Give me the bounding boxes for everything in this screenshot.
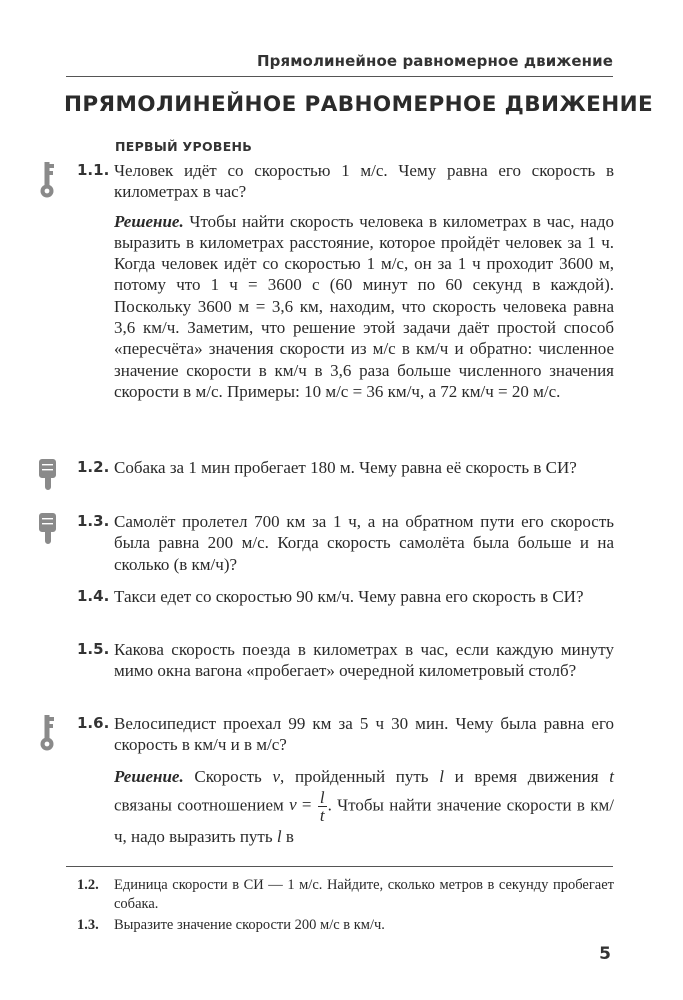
- page-number: 5: [599, 944, 611, 964]
- pointing-hand-icon: [38, 511, 58, 545]
- footnote-text: Выразите значение скорости 200 м/с в км/ч.: [114, 917, 385, 933]
- velocity-symbol: v: [272, 766, 281, 786]
- problem-number: 1.3.: [77, 512, 110, 530]
- velocity-symbol: v: [289, 795, 297, 814]
- problem-1-5: [77, 639, 614, 682]
- footnote-text: Единица скорости в СИ — 1 м/с. Найдите, сколько метров в секунду пробегает собака.: [114, 877, 614, 912]
- fraction-denominator: t: [319, 805, 325, 825]
- footnote: [77, 916, 614, 935]
- solution: [114, 764, 614, 849]
- running-title: Прямолинейное равномерное движение: [256, 52, 613, 70]
- footnote: [77, 876, 614, 914]
- problem-1-1: [77, 160, 614, 402]
- problem-text: Человек идёт со скоростью 1 м/с. Чему равна его скорость в километрах в час?: [114, 161, 614, 202]
- key-icon: [38, 160, 56, 200]
- solution-label: Решение.: [114, 766, 184, 786]
- formula: [289, 787, 328, 825]
- problem-text: Такси едет со скоростью 90 км/ч. Чему равна его скорость в СИ?: [114, 587, 584, 606]
- path-symbol: l: [439, 766, 444, 786]
- problem-number: 1.5.: [77, 640, 110, 658]
- problem-number: 1.6.: [77, 714, 110, 732]
- solution-text: в: [285, 826, 294, 846]
- problem-text: Собака за 1 мин пробегает 180 м. Чему равна её скорость в СИ?: [114, 458, 577, 477]
- problem-1-6: [77, 713, 614, 849]
- chapter-title: ПРЯМОЛИНЕЙНОЕ РАВНОМЕРНОЕ ДВИЖЕНИЕ: [64, 92, 654, 117]
- footnote-rule: [66, 866, 613, 867]
- solution-text: связаны соотношением: [114, 795, 284, 814]
- problem-number: 1.4.: [77, 587, 110, 605]
- fraction: [318, 789, 327, 824]
- time-symbol: t: [609, 766, 615, 786]
- solution-text: Скорость: [194, 766, 262, 786]
- solution-text: , пройденный путь: [280, 766, 429, 786]
- solution-text: Чтобы найти скорость человека в километрах в час, надо выразить в километрах расстояние, которое пройдёт человек за 1 ч. Когда человек идёт со скоростью 1 м/с, он за 1 ч проходит 3600 м, потому что 1 ч = 3600 с (60 минут по 60 секунд в каждой). Поскольку 3600 м = 3,6 км, находим, что скорость человека равна 3,6 км/ч. Заметим, что решение этой задачи даёт простой способ «пересчёта» значения скорости из м/с в км/ч и обратно: численное значение скорости в км/ч в 3,6 раза больше численного значения скорости в м/с. Примеры: 10 м/с = 36 км/ч, а 72 км/ч = 20 м/с.: [114, 211, 614, 401]
- problem-number: 1.2.: [77, 458, 110, 476]
- solution: [114, 211, 614, 403]
- solution-text: . Чтобы найти значение скорости в км/ч, надо выразить путь: [114, 795, 614, 846]
- problem-text: Велосипедист проехал 99 км за 5 ч 30 мин. Чему была равна его скорость в км/ч и в м/с?: [114, 714, 614, 755]
- problem-1-3: [77, 511, 614, 575]
- fraction-numerator: l: [319, 787, 325, 807]
- key-icon: [38, 713, 56, 753]
- solution-text: и время движения: [454, 766, 599, 786]
- header-rule: [66, 76, 613, 77]
- footnote-number: 1.3.: [77, 917, 99, 933]
- problem-1-4: [77, 586, 614, 607]
- level-heading: ПЕРВЫЙ УРОВЕНЬ: [115, 139, 253, 154]
- problem-text: Самолёт пролетел 700 км за 1 ч, а на обратном пути его скорость была равна 200 м/с. Когда скорость самолёта была больше и на сколько (в км/ч)?: [114, 512, 614, 574]
- footnote-number: 1.2.: [77, 877, 99, 893]
- problem-text: Какова скорость поезда в километрах в час, если каждую минуту мимо окна вагона «пробегает» очередной километровый столб?: [114, 640, 614, 681]
- problem-number: 1.1.: [77, 161, 110, 179]
- solution-label: Решение.: [114, 211, 184, 231]
- path-symbol: l: [276, 826, 282, 846]
- problem-1-2: [77, 457, 614, 478]
- equals-sign: =: [301, 795, 312, 814]
- pointing-hand-icon: [38, 457, 58, 491]
